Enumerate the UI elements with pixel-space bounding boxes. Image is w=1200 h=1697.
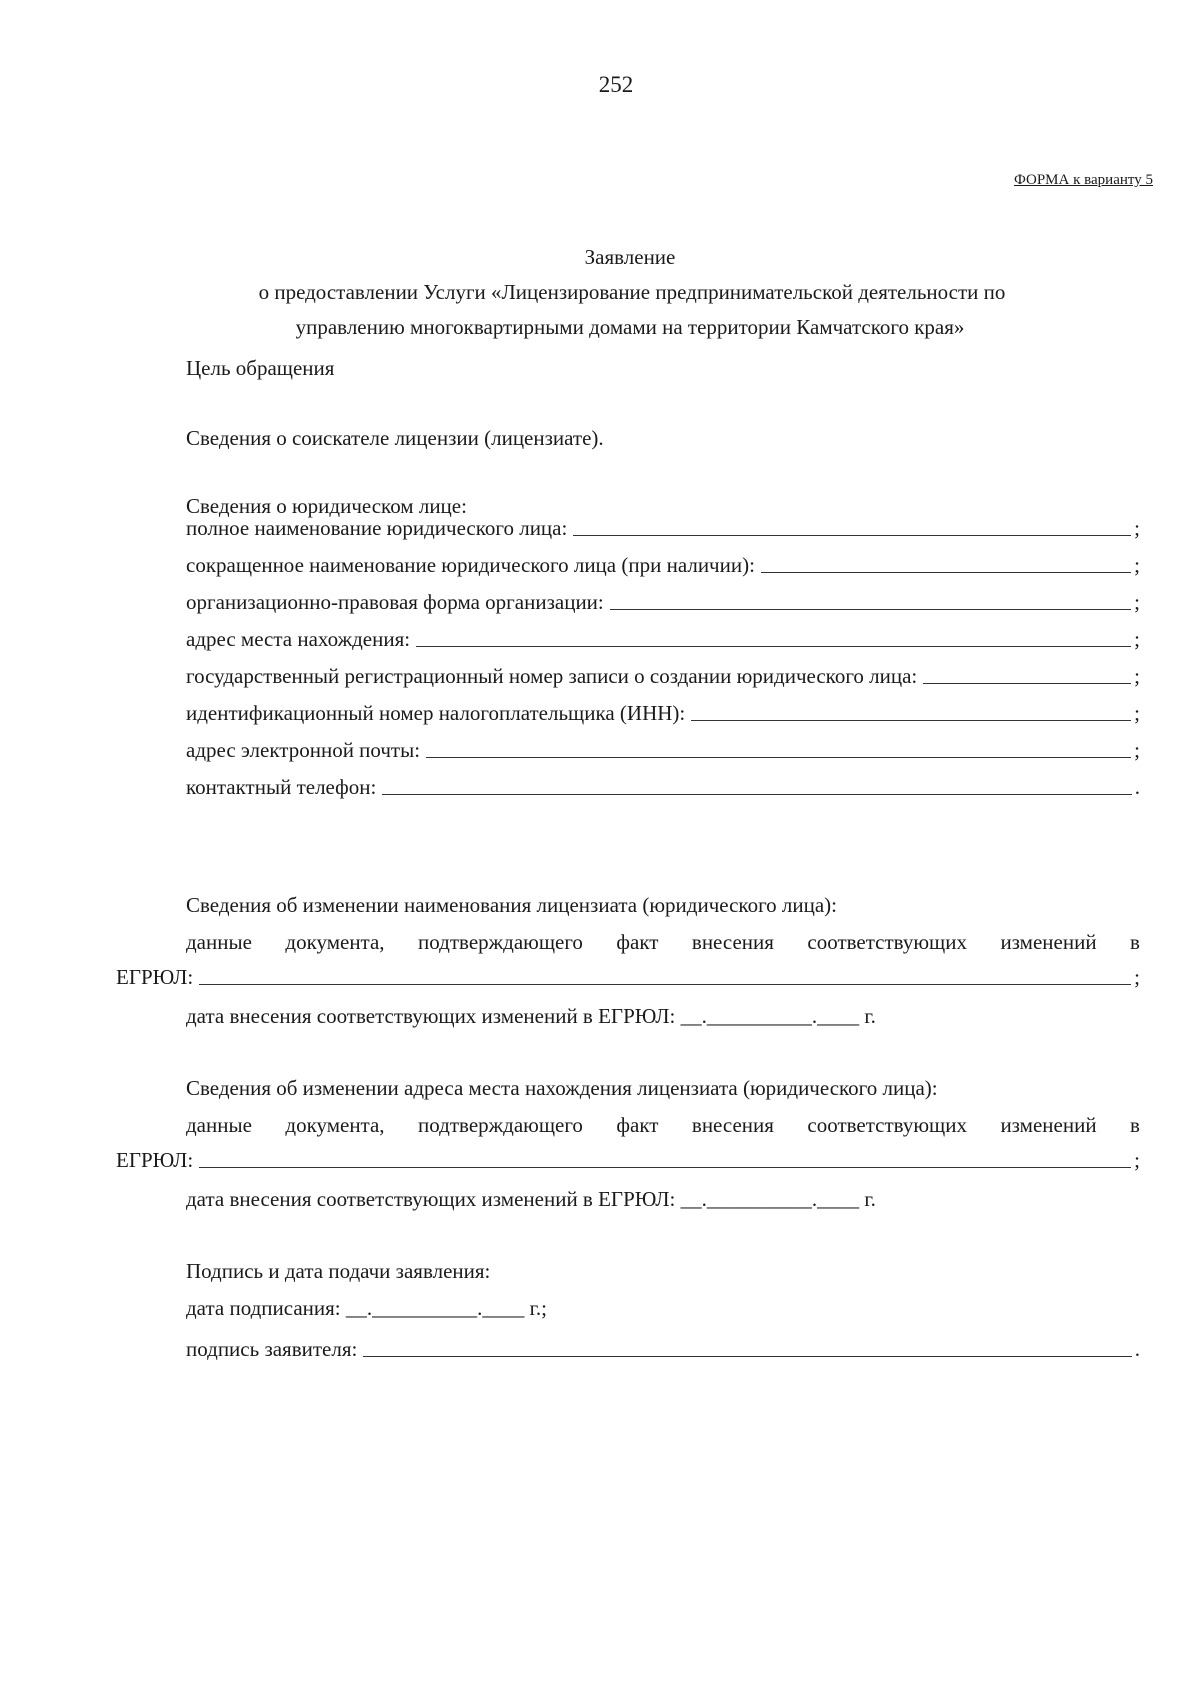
fill-line[interactable] — [610, 608, 1131, 610]
field-end: ; — [1134, 965, 1140, 989]
fill-line[interactable] — [691, 719, 1131, 721]
title-line-3: управлению многоквартирными домами на территории Камчатского края» — [295, 315, 965, 339]
purpose-heading: Цель обращения — [186, 356, 335, 380]
page-number: 252 — [598, 72, 634, 97]
fill-line[interactable] — [426, 756, 1131, 758]
legal-form-field[interactable] — [186, 582, 1140, 616]
applicant-signature-field[interactable] — [186, 1329, 1140, 1363]
name-change-heading: Сведения об изменении наименования лицензиата (юридического лица): — [186, 893, 838, 917]
document-title — [150, 240, 1110, 345]
signing-date-field[interactable]: дата подписания: __.__________.____ г.; — [186, 1296, 547, 1320]
field-label: контактный телефон: — [186, 775, 377, 799]
legal-entity-heading: Сведения о юридическом лице: — [186, 494, 467, 518]
signature-heading: Подпись и дата подачи заявления: — [186, 1259, 491, 1283]
word: соответствующих — [807, 1113, 967, 1137]
form-reference: ФОРМА к варианту 5 — [1013, 172, 1153, 188]
word: внесения — [691, 930, 774, 954]
field-end: ; — [1134, 627, 1140, 651]
field-label: государственный регистрационный номер записи о создании юридического лица: — [186, 664, 918, 688]
fill-line[interactable] — [199, 983, 1131, 985]
name-change-doc-text — [186, 930, 1140, 955]
phone-field[interactable] — [186, 767, 1140, 801]
word: изменений — [1000, 1113, 1097, 1137]
name-change-date-field[interactable]: дата внесения соответствующих изменений в ЕГРЮЛ: __.__________.____ г. — [186, 1004, 876, 1028]
fill-line[interactable] — [199, 1166, 1131, 1168]
word: данные — [186, 930, 252, 954]
field-label: адрес места нахождения: — [186, 627, 411, 651]
title-line-2: о предоставлении Услуги «Лицензирование предпринимательской деятельности по — [258, 280, 1006, 304]
ogrn-field[interactable] — [186, 656, 1140, 690]
field-label: ЕГРЮЛ: — [116, 965, 194, 989]
word: подтверждающего — [418, 930, 583, 954]
field-label: подпись заявителя: — [186, 1337, 358, 1361]
fill-line[interactable] — [761, 571, 1131, 573]
field-label: адрес электронной почты: — [186, 738, 421, 762]
word: документа, — [285, 930, 385, 954]
field-end: ; — [1134, 1148, 1140, 1172]
field-end: ; — [1134, 553, 1140, 577]
word: соответствующих — [807, 930, 967, 954]
fill-line[interactable] — [923, 682, 1131, 684]
field-end: ; — [1134, 701, 1140, 725]
fill-line[interactable] — [363, 1355, 1131, 1357]
field-end: ; — [1134, 590, 1140, 614]
full-name-field[interactable] — [186, 508, 1140, 542]
field-end: ; — [1134, 664, 1140, 688]
short-name-field[interactable] — [186, 545, 1140, 579]
field-label: полное наименование юридического лица: — [186, 516, 568, 540]
field-label: сокращенное наименование юридического лица (при наличии): — [186, 553, 755, 577]
field-label: организационно-правовая форма организации: — [186, 590, 604, 614]
fill-line[interactable] — [416, 645, 1131, 647]
email-field[interactable] — [186, 730, 1140, 764]
address-change-heading: Сведения об изменении адреса места нахождения лицензиата (юридического лица): — [186, 1076, 938, 1100]
word: подтверждающего — [418, 1113, 583, 1137]
inn-field[interactable] — [186, 693, 1140, 727]
word: в — [1130, 930, 1140, 954]
field-end: ; — [1134, 738, 1140, 762]
name-change-egrul-field[interactable] — [116, 957, 1140, 991]
fill-line[interactable] — [382, 793, 1131, 795]
address-change-egrul-field[interactable] — [116, 1140, 1140, 1174]
applicant-info-heading: Сведения о соискателе лицензии (лицензиате). — [186, 426, 604, 450]
fill-line[interactable] — [573, 534, 1131, 536]
word: факт — [616, 1113, 659, 1137]
word: в — [1130, 1113, 1140, 1137]
word: внесения — [691, 1113, 774, 1137]
address-field[interactable] — [186, 619, 1140, 653]
word: данные — [186, 1113, 252, 1137]
address-change-date-field[interactable]: дата внесения соответствующих изменений в ЕГРЮЛ: __.__________.____ г. — [186, 1187, 876, 1211]
field-end: . — [1134, 1337, 1140, 1361]
word: изменений — [1000, 930, 1097, 954]
title-line-1: Заявление — [584, 245, 676, 269]
address-change-doc-text — [186, 1113, 1140, 1138]
field-label: ЕГРЮЛ: — [116, 1148, 194, 1172]
field-label: идентификационный номер налогоплательщика (ИНН): — [186, 701, 686, 725]
field-end: . — [1134, 775, 1140, 799]
word: факт — [616, 930, 659, 954]
field-end: ; — [1134, 516, 1140, 540]
word: документа, — [285, 1113, 385, 1137]
